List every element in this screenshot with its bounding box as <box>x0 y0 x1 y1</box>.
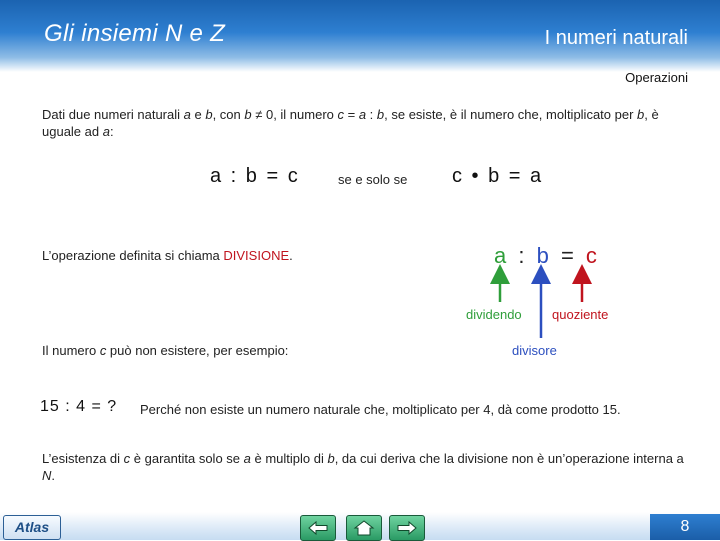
set-n: N <box>42 468 52 483</box>
example-intro <box>42 342 288 359</box>
next-slide-button[interactable] <box>389 515 425 541</box>
definition-part: , se esiste, è il numero che, moltiplicato per <box>384 107 638 122</box>
previous-slide-button[interactable] <box>300 515 336 541</box>
term-quotient: c <box>585 243 600 268</box>
definition-part: : <box>109 124 114 139</box>
dividend-label: dividendo <box>466 307 522 322</box>
home-icon <box>347 516 381 540</box>
definition-part: Dati due numeri naturali <box>42 107 184 122</box>
division-name-suffix: . <box>289 248 293 263</box>
multiplication-formula: c • b = a <box>452 165 544 187</box>
home-button[interactable] <box>346 515 382 541</box>
atlas-logo: Atlas <box>3 515 61 540</box>
var-a: a <box>243 451 251 466</box>
example-intro-part: Il numero <box>42 343 100 358</box>
conclusion-text <box>42 450 692 484</box>
conclusion-part: L’esistenza di <box>42 451 124 466</box>
var-b: b <box>327 451 335 466</box>
var-b: b <box>205 107 213 122</box>
arrow-left-icon <box>301 516 335 540</box>
equals-sign: = <box>551 243 586 268</box>
conclusion-part: , da cui deriva che la divisione non è un’operazione interna a <box>334 451 684 466</box>
equivalence-connector: se e solo se <box>338 172 408 187</box>
definition-part: , con <box>212 107 245 122</box>
var-a: a <box>358 107 367 122</box>
var-b: b <box>244 107 252 122</box>
division-formula: a : b = c <box>210 165 300 187</box>
page-number: 8 <box>650 514 720 540</box>
conclusion-part: è multiplo di <box>250 451 328 466</box>
slide-topic: I numeri naturali <box>544 27 688 49</box>
arrow-right-icon <box>390 516 424 540</box>
example-explanation: Perché non esiste un numero naturale che, moltiplicato per 4, dà come prodotto 15. <box>140 402 621 417</box>
conclusion-part: . <box>51 468 56 483</box>
definition-part: : <box>366 107 377 122</box>
division-sign: : <box>509 243 537 268</box>
example-intro-part: può non esistere, per esempio: <box>106 343 289 358</box>
division-keyword: DIVISIONE <box>223 248 290 263</box>
definition-part: ≠ 0, il numero <box>251 107 338 122</box>
section-title: Operazioni <box>625 70 688 85</box>
example-expression: 15 : 4 = ? <box>40 398 118 415</box>
quotient-label: quoziente <box>552 307 609 322</box>
var-c: c <box>337 107 344 122</box>
definition-part: = <box>344 107 359 122</box>
division-name-prefix: L’operazione definita si chiama <box>42 248 224 263</box>
presentation-title: Gli insiemi N e Z <box>44 20 226 47</box>
divisor-label: divisore <box>512 343 557 358</box>
var-a: a <box>102 124 110 139</box>
definition-part: , è uguale ad <box>42 107 659 139</box>
var-b: b <box>376 107 385 122</box>
conclusion-part: è garantita solo se <box>130 451 244 466</box>
var-c: c <box>99 343 107 358</box>
term-divisor: b <box>536 243 552 268</box>
var-b: b <box>637 107 645 122</box>
var-a: a <box>183 107 191 122</box>
term-dividend: a <box>494 243 510 268</box>
var-c: c <box>123 451 131 466</box>
definition-part: e <box>190 107 206 122</box>
